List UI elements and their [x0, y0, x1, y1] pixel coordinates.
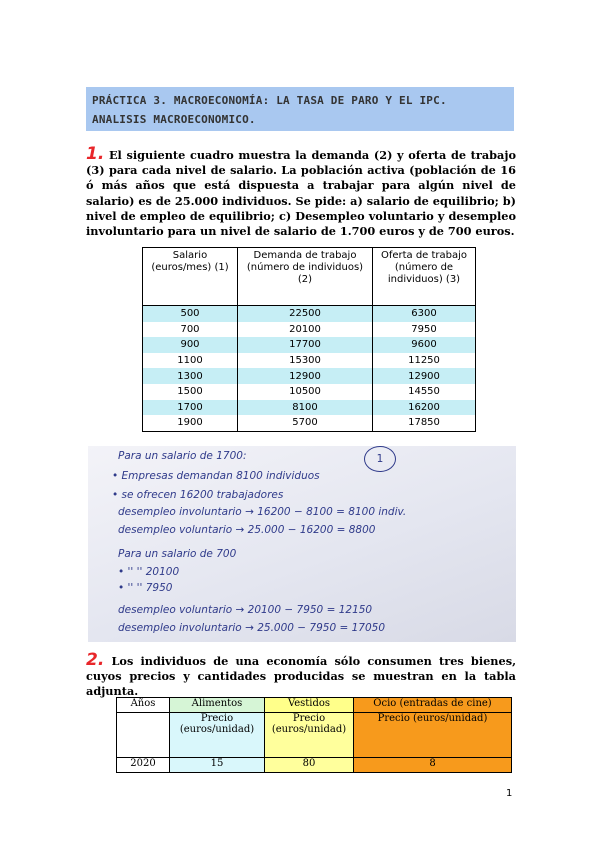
cell-year: 2020 [117, 758, 170, 773]
price-food-label: Precio (euros/unidad) [170, 713, 265, 758]
cell-leisure-price: 8 [354, 758, 512, 773]
cell-supply: 9600 [373, 337, 476, 353]
question-1-number: 1. [86, 144, 105, 164]
circled-number: 1 [364, 446, 396, 472]
question-1 [86, 144, 516, 239]
note-line: desempleo involuntario → 16200 − 8100 = 8100 indiv. [118, 506, 407, 518]
cell-clothes-price: 80 [265, 758, 354, 773]
table-row [143, 353, 476, 369]
table-row [143, 337, 476, 353]
table-row [143, 400, 476, 416]
title-line-1: PRÁCTICA 3. MACROECONOMÍA: LA TASA DE PARO Y EL IPC. [92, 94, 447, 107]
practice-title [86, 87, 514, 131]
header-labor-supply: Oferta de trabajo (número de individuos) (3) [373, 248, 476, 306]
header-years: Años [117, 698, 170, 713]
cell-food-price: 15 [170, 758, 265, 773]
cell-demand: 8100 [238, 400, 373, 416]
cell-supply: 6300 [373, 306, 476, 322]
table-row [143, 306, 476, 322]
header-food: Alimentos [170, 698, 265, 713]
question-2 [86, 650, 517, 700]
cell-demand: 17700 [238, 337, 373, 353]
question-1-text: El siguiente cuadro muestra la demanda (2) y oferta de trabajo (3) para cada nivel de salario. La población activa (población de 16 ó más años que está dispuesta a trabajar para algún nivel de salario) es de 25.000 individuos. Se pide: a) salario de equilibrio; b) nivel de empleo de equilibrio; c) Desempleo voluntario y desempleo involuntario para un nivel de salario de 1.700 euros y de 700 euros. [86, 148, 516, 239]
empty-cell [117, 713, 170, 758]
table-row [117, 713, 512, 758]
cell-supply: 14550 [373, 384, 476, 400]
cell-salary: 1700 [143, 400, 238, 416]
cell-demand: 15300 [238, 353, 373, 369]
question-2-number: 2. [86, 650, 105, 670]
note-line: Para un salario de 1700: [118, 450, 247, 462]
cell-salary: 1900 [143, 415, 238, 431]
note-line: • '' '' 20100 [118, 566, 180, 578]
note-line: Para un salario de 700 [118, 548, 237, 560]
price-clothes-label: Precio (euros/unidad) [265, 713, 354, 758]
handwritten-notes-photo [88, 446, 516, 642]
cell-supply: 17850 [373, 415, 476, 431]
cell-salary: 500 [143, 306, 238, 322]
cell-supply: 11250 [373, 353, 476, 369]
cell-supply: 16200 [373, 400, 476, 416]
title-line-2: ANALISIS MACROECONOMICO. [92, 113, 256, 126]
question-2-text: Los individuos de una economía sólo consumen tres bienes, cuyos precios y cantidades producidas se muestran en la tabla adjunta. [86, 654, 517, 699]
cell-salary: 1300 [143, 368, 238, 384]
header-salary: Salario (euros/mes) (1) [143, 248, 238, 306]
table-row [117, 758, 512, 773]
cell-demand: 10500 [238, 384, 373, 400]
table-row [143, 415, 476, 431]
note-line: desempleo voluntario → 20100 − 7950 = 12150 [118, 604, 373, 616]
note-line: • se ofrecen 16200 trabajadores [112, 489, 284, 501]
table-row [143, 368, 476, 384]
table-row [117, 698, 512, 713]
price-leisure-label: Precio (euros/unidad) [354, 713, 512, 758]
note-line: desempleo involuntario → 25.000 − 7950 = 17050 [118, 622, 386, 634]
note-line: • Empresas demandan 8100 individuos [112, 470, 320, 482]
header-clothes: Vestidos [265, 698, 354, 713]
cell-salary: 1500 [143, 384, 238, 400]
cell-salary: 700 [143, 322, 238, 338]
cell-supply: 12900 [373, 368, 476, 384]
cell-supply: 7950 [373, 322, 476, 338]
cell-demand: 20100 [238, 322, 373, 338]
header-labor-demand: Demanda de trabajo (número de individuos) (2) [238, 248, 373, 306]
page-number: 1 [506, 788, 513, 799]
cell-salary: 1100 [143, 353, 238, 369]
cell-demand: 22500 [238, 306, 373, 322]
goods-price-table [116, 697, 512, 773]
table-row [143, 322, 476, 338]
note-line: • '' '' 7950 [118, 582, 173, 594]
cell-demand: 5700 [238, 415, 373, 431]
cell-demand: 12900 [238, 368, 373, 384]
note-line: desempleo voluntario → 25.000 − 16200 = 8800 [118, 524, 376, 536]
labor-market-table [142, 247, 476, 432]
table-row [143, 384, 476, 400]
cell-salary: 900 [143, 337, 238, 353]
header-leisure: Ocio (entradas de cine) [354, 698, 512, 713]
